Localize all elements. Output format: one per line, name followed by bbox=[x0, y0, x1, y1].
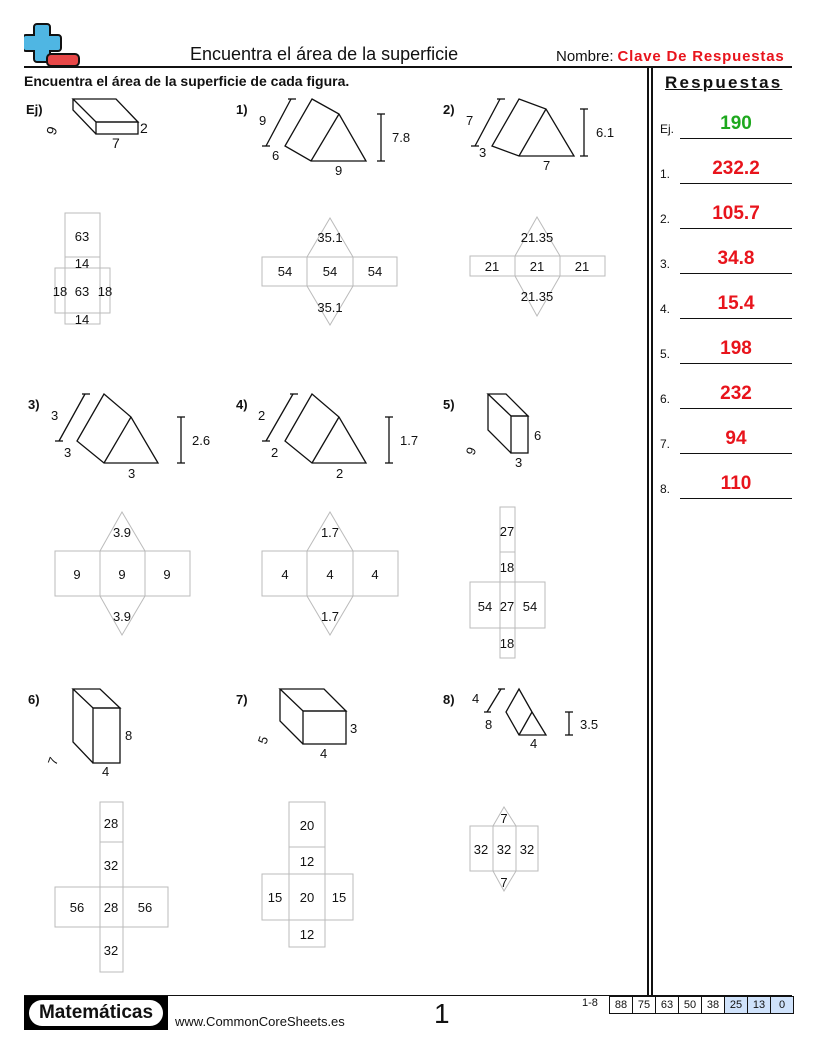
answer-value: 110 bbox=[720, 473, 752, 494]
net-face: 63 bbox=[74, 229, 90, 244]
dim-length: 4 bbox=[472, 691, 480, 706]
dim-height: 2 bbox=[140, 120, 148, 136]
dim-height: 8 bbox=[125, 728, 133, 743]
net-face: 32 bbox=[473, 842, 489, 857]
answer-row-4 bbox=[660, 289, 792, 319]
answer-number: 3. bbox=[660, 257, 671, 271]
answer-value: 232 bbox=[720, 383, 752, 404]
net-face: 54 bbox=[477, 599, 493, 614]
answer-number: 7. bbox=[660, 437, 671, 451]
answer-value: 198 bbox=[720, 338, 752, 359]
example-prism-figure bbox=[73, 99, 138, 134]
net-face: 18 bbox=[499, 636, 515, 651]
prism-figure-3 bbox=[55, 394, 185, 463]
net-face: 14 bbox=[74, 256, 90, 271]
answer-number: 2. bbox=[660, 212, 671, 226]
net-face: 21 bbox=[529, 259, 545, 274]
net-face: 21.35 bbox=[520, 230, 554, 245]
net-face: 54 bbox=[277, 264, 293, 279]
answer-value: 15.4 bbox=[717, 293, 755, 314]
prism-figure-6 bbox=[73, 689, 120, 763]
net-face: 12 bbox=[299, 854, 315, 869]
net-face: 27 bbox=[499, 524, 515, 539]
dim-width: 3 bbox=[515, 455, 523, 470]
problem-label-1: 1) bbox=[236, 102, 248, 117]
dim-depth: 9 bbox=[462, 445, 480, 458]
score-cell: 63 bbox=[656, 997, 679, 1013]
dim-side: 2 bbox=[271, 445, 279, 460]
dim-side: 8 bbox=[485, 717, 493, 732]
dim-depth: 9 bbox=[42, 124, 61, 138]
problem-label-7: 7) bbox=[236, 692, 248, 707]
score-cell: 75 bbox=[633, 997, 656, 1013]
net-face: 14 bbox=[74, 312, 90, 327]
answer-value: 190 bbox=[720, 113, 752, 134]
dim-width: 4 bbox=[102, 764, 110, 779]
name-label: Nombre: bbox=[556, 48, 614, 65]
dim-height: 3.5 bbox=[580, 717, 599, 732]
answer-number: 8. bbox=[660, 482, 671, 496]
answer-row-6 bbox=[660, 379, 792, 409]
problem-label-4: 4) bbox=[236, 397, 248, 412]
net-face: 28 bbox=[103, 900, 119, 915]
answer-line bbox=[680, 453, 792, 454]
answers-title: Respuestas bbox=[665, 73, 783, 92]
answer-line bbox=[680, 138, 792, 139]
score-range-label: 1-8 bbox=[582, 997, 598, 1009]
prism-figure-1 bbox=[262, 99, 385, 161]
net-face: 9 bbox=[118, 567, 126, 582]
answer-number: Ej. bbox=[660, 122, 675, 136]
answer-row-1 bbox=[660, 154, 792, 184]
answer-row-2 bbox=[660, 199, 792, 229]
net-face: 12 bbox=[299, 927, 315, 942]
net-face: 15 bbox=[331, 890, 347, 905]
net-face: 35.1 bbox=[317, 230, 343, 245]
site-url: www.CommonCoreSheets.es bbox=[175, 1014, 345, 1029]
answer-value: 105.7 bbox=[712, 203, 760, 224]
answer-value: 232.2 bbox=[712, 158, 760, 179]
dim-base: 9 bbox=[335, 163, 343, 178]
problem-label-ex: Ej) bbox=[26, 102, 43, 117]
dim-base: 4 bbox=[530, 736, 538, 751]
answer-number: 1. bbox=[660, 167, 671, 181]
answer-row-7 bbox=[660, 424, 792, 454]
answer-number: 5. bbox=[660, 347, 671, 361]
score-cell: 50 bbox=[679, 997, 702, 1013]
dim-length: 7 bbox=[466, 113, 474, 128]
answer-line bbox=[680, 363, 792, 364]
net-face: 15 bbox=[267, 890, 283, 905]
dim-length: 2 bbox=[258, 408, 266, 423]
brand-label: Matemáticas bbox=[29, 1000, 163, 1026]
net-face: 21 bbox=[484, 259, 500, 274]
net-face: 20 bbox=[299, 818, 315, 833]
answer-row-8 bbox=[660, 469, 792, 499]
net-face: 35.1 bbox=[317, 300, 343, 315]
net-face: 9 bbox=[163, 567, 171, 582]
answer-line bbox=[680, 183, 792, 184]
net-face: 54 bbox=[522, 599, 538, 614]
net-face: 4 bbox=[326, 567, 334, 582]
net-face: 3.9 bbox=[112, 525, 132, 540]
net-face: 7 bbox=[500, 875, 508, 890]
problem-label-8: 8) bbox=[443, 692, 455, 707]
dim-side: 3 bbox=[64, 445, 72, 460]
net-face: 56 bbox=[69, 900, 85, 915]
net-face: 32 bbox=[103, 943, 119, 958]
prism-figure-2 bbox=[471, 99, 588, 156]
answer-row-5 bbox=[660, 334, 792, 364]
net-face: 9 bbox=[73, 567, 81, 582]
prism-figure-4 bbox=[262, 394, 393, 463]
score-cell: 38 bbox=[702, 997, 725, 1013]
dim-height: 7.8 bbox=[392, 130, 411, 145]
brand-logo bbox=[24, 996, 168, 1030]
net-face: 7 bbox=[500, 811, 508, 826]
net-face: 3.9 bbox=[112, 609, 132, 624]
answer-value: 94 bbox=[725, 428, 747, 449]
prism-figure-5 bbox=[488, 394, 528, 453]
net-face: 32 bbox=[496, 842, 512, 857]
net-face: 56 bbox=[137, 900, 153, 915]
dim-height: 3 bbox=[350, 721, 358, 736]
score-table bbox=[609, 996, 794, 1014]
answer-number: 4. bbox=[660, 302, 671, 316]
net-face: 18 bbox=[499, 560, 515, 575]
answer-line bbox=[680, 498, 792, 499]
dim-height: 6.1 bbox=[596, 125, 615, 140]
net-face: 4 bbox=[371, 567, 379, 582]
prism-figure-7 bbox=[280, 689, 346, 744]
net-face: 54 bbox=[322, 264, 338, 279]
net-face: 18 bbox=[97, 284, 113, 299]
page-number: 1 bbox=[434, 998, 450, 1029]
score-cell: 88 bbox=[610, 997, 633, 1013]
dim-width: 7 bbox=[112, 135, 120, 151]
dim-side: 3 bbox=[479, 145, 487, 160]
name-value: Clave De Respuestas bbox=[617, 48, 785, 65]
column-divider bbox=[647, 68, 653, 996]
net-face: 4 bbox=[281, 567, 289, 582]
problem-label-6: 6) bbox=[28, 692, 40, 707]
answer-row-example bbox=[660, 109, 792, 139]
answer-line bbox=[680, 273, 792, 274]
instructions: Encuentra el área de la superficie de cada figura. bbox=[24, 73, 350, 89]
dim-height: 2.6 bbox=[192, 433, 211, 448]
net-face: 27 bbox=[499, 599, 515, 614]
dim-width: 4 bbox=[320, 746, 328, 761]
net-face: 63 bbox=[74, 284, 90, 299]
prism-figure-8 bbox=[484, 689, 573, 735]
dim-base: 7 bbox=[543, 158, 551, 173]
dim-length: 9 bbox=[259, 113, 267, 128]
problem-label-3: 3) bbox=[28, 397, 40, 412]
dim-height: 6 bbox=[534, 428, 542, 443]
net-face: 54 bbox=[367, 264, 383, 279]
dim-base: 3 bbox=[128, 466, 136, 481]
answer-row-3 bbox=[660, 244, 792, 274]
dim-height: 1.7 bbox=[400, 433, 419, 448]
net-face: 21 bbox=[574, 259, 590, 274]
dim-depth: 7 bbox=[44, 755, 62, 768]
dim-depth: 5 bbox=[254, 734, 272, 747]
net-face: 32 bbox=[103, 858, 119, 873]
answer-line bbox=[680, 408, 792, 409]
dim-side: 6 bbox=[272, 148, 280, 163]
answer-line bbox=[680, 228, 792, 229]
dim-length: 3 bbox=[51, 408, 59, 423]
score-cell: 0 bbox=[771, 997, 793, 1013]
problem-label-2: 2) bbox=[443, 102, 455, 117]
score-cell: 13 bbox=[748, 997, 771, 1013]
score-cell: 25 bbox=[725, 997, 748, 1013]
dim-base: 2 bbox=[336, 466, 344, 481]
net-face: 32 bbox=[519, 842, 535, 857]
net-face: 20 bbox=[299, 890, 315, 905]
net-face: 1.7 bbox=[320, 609, 340, 624]
page-title: Encuentra el área de la superficie bbox=[190, 44, 459, 64]
net-face: 28 bbox=[103, 816, 119, 831]
net-face: 21.35 bbox=[520, 289, 554, 304]
answer-line bbox=[680, 318, 792, 319]
net-face: 1.7 bbox=[320, 525, 340, 540]
net-face: 18 bbox=[52, 284, 68, 299]
problem-label-5: 5) bbox=[443, 397, 455, 412]
answer-value: 34.8 bbox=[717, 248, 755, 269]
answer-number: 6. bbox=[660, 392, 671, 406]
